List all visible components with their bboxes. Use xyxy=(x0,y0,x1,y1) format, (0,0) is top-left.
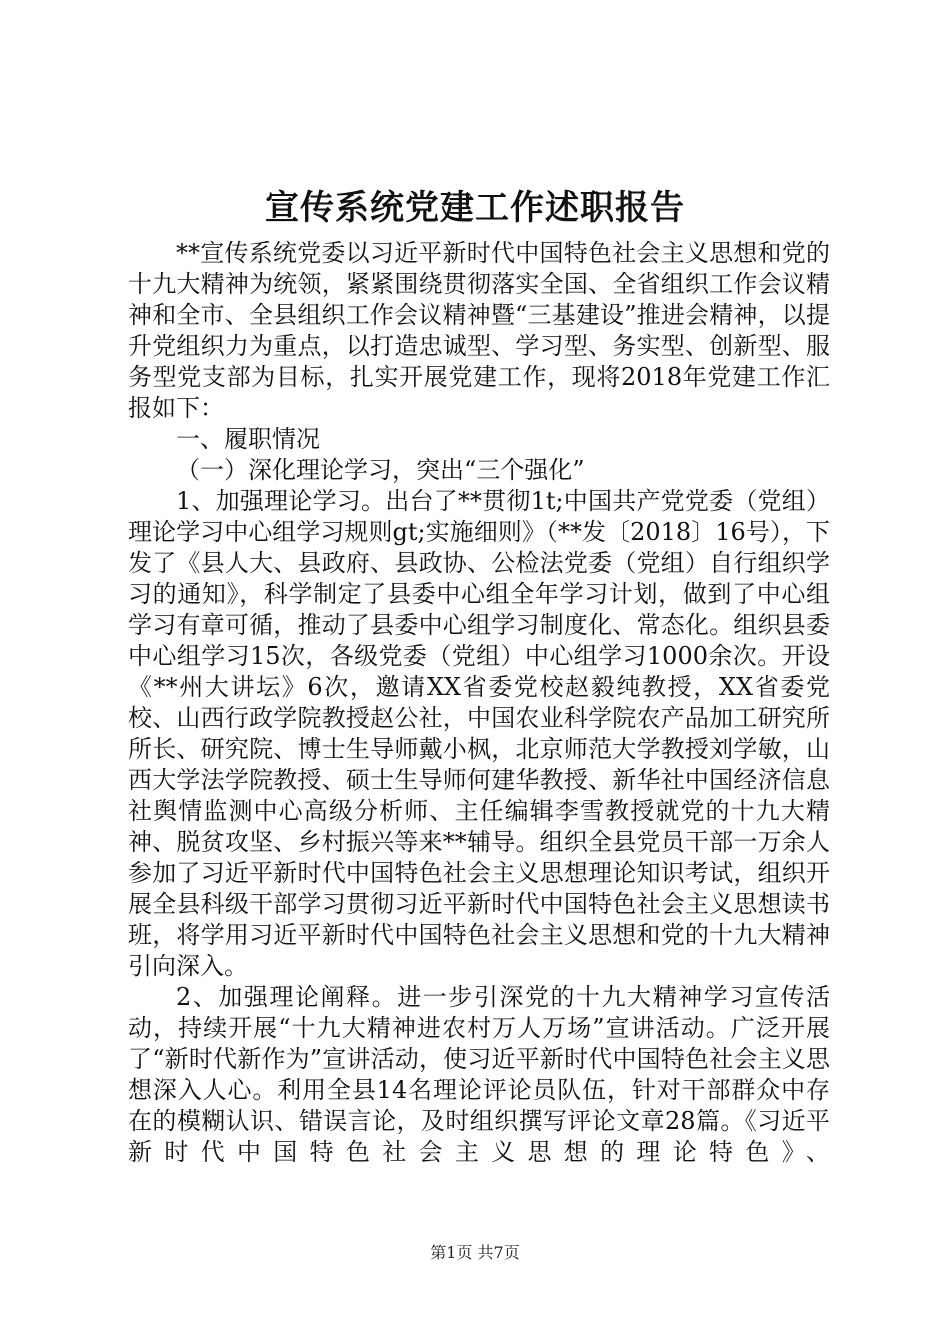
document-title: 宣传系统党建工作述职报告 xyxy=(265,188,685,228)
subsection-heading: （一）深化理论学习，突出“三个强化” xyxy=(176,456,585,484)
document-body xyxy=(128,238,830,1168)
paragraph-intro: **宣传系统党委以习近平新时代中国特色社会主义思想和党的十九大精神为统领，紧紧围绕贯彻落实全国、全省组织工作会议精神和全市、全县组织工作会议精神暨“三基建设”推进会精神，以提升党组织力为重点，以打造忠诚型、学习型、务实型、创新型、服务型党支部为目标，扎实开展党建工作，现将2018年党建工作汇报如下： xyxy=(128,239,830,422)
section-heading: 一、履职情况 xyxy=(176,425,320,453)
page-number-footer: 第1页 共7页 xyxy=(430,1243,520,1262)
paragraph-theory-study: 1、加强理论学习。出台了**贯彻1t;中国共产党党委（党组）理论学习中心组学习规则gt;实施细则》（**发〔2018〕16号），下发了《县人大、县政府、县政协、公检法党委（党组）自行组织学习的通知》，科学制定了县委中心组全年学习计划，做到了中心组学习有章可循，推动了县委中心组学习制度化、常态化。组织县委中心组学习15次，各级党委（党组）中心组学习1000余次。开设《**州大讲坛》6次，邀请XX省委党校赵毅纯教授，XX省委党校、山西行政学院教授赵公社，中国农业科学院农产品加工研究所所长、研究院、博士生导师戴小枫，北京师范大学教授刘学敏，山西大学法学院教授、硕士生导师何建华教授、新华社中国经济信息社舆情监测中心高级分析师、主任编辑李雪教授就党的十九大精神、脱贫攻坚、乡村振兴等来**辅导。组织全县党员干部一万余人参加了习近平新时代中国特色社会主义思想理论知识考试，组织开展全县科级干部学习贯彻习近平新时代中国特色社会主义思想读书班，将学用习近平新时代中国特色社会主义思想和党的十九大精神引向深入。 xyxy=(128,487,830,980)
paragraph-theory-interpretation: 2、加强理论阐释。进一步引深党的十九大精神学习宣传活动，持续开展“十九大精神进农村万人万场”宣讲活动。广泛开展了“新时代新作为”宣讲活动，使习近平新时代中国特色社会主义思想深入人心。利用全县14名理论评论员队伍，针对干部群众中存在的模糊认识、错误言论，及时组织撰写评论文章28篇。《习近平新时代中国特色社会主义思想的理论特色》、 xyxy=(128,983,830,1166)
